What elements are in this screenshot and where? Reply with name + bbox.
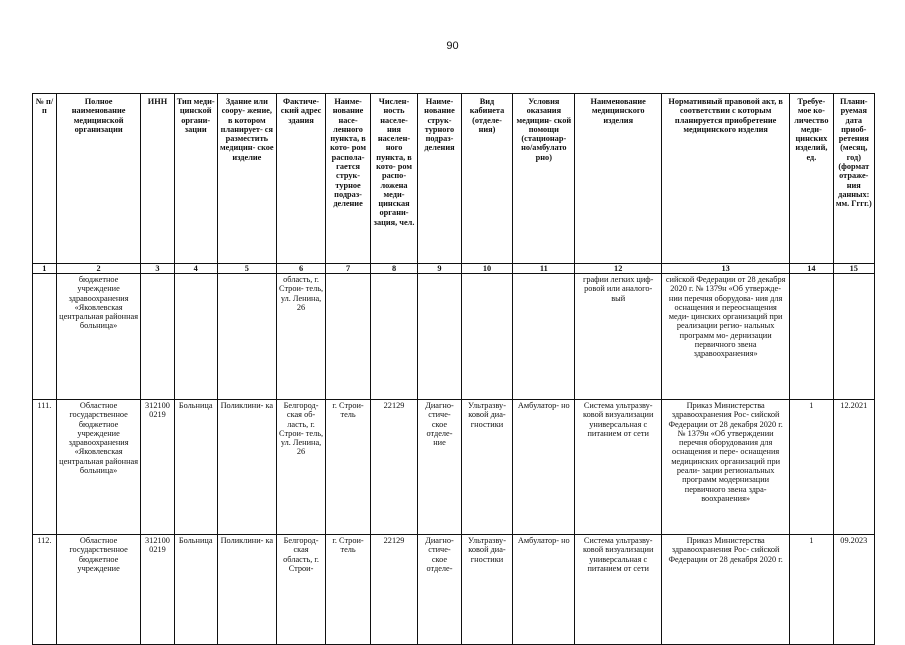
header-cell: Требуе- мое ко- личество меди- цинских изделий, ед. <box>790 94 833 264</box>
column-number: 6 <box>276 264 326 274</box>
header-cell: Вид кабинета (отделе- ния) <box>461 94 513 264</box>
cell-address: Белгород- ская об- ласть, г. Строи- тель, ул. Ленина, 26 <box>276 400 326 535</box>
column-number: 1 <box>33 264 57 274</box>
column-number: 13 <box>662 264 790 274</box>
cell-no: 111. <box>33 400 57 535</box>
cell-unit <box>418 274 461 400</box>
header-cell: Нормативный правовой акт, в соответствии с которым планируется приобретение медицинского изделия <box>662 94 790 264</box>
cell-device: Система ультразву- ковой визуализации универсальная с питанием от сети <box>575 535 662 645</box>
table-row <box>33 274 875 400</box>
column-number: 15 <box>833 264 874 274</box>
header-cell: Полное наименование медицинской организации <box>56 94 141 264</box>
cell-building: Поликлини- ка <box>217 535 276 645</box>
cell-conditions <box>513 274 575 400</box>
table-row <box>33 535 875 645</box>
column-number: 14 <box>790 264 833 274</box>
page-number: 90 <box>446 40 459 52</box>
table-row <box>33 400 875 535</box>
column-number: 8 <box>370 264 418 274</box>
cell-qty: 1 <box>790 400 833 535</box>
column-number: 9 <box>418 264 461 274</box>
cell-no: 112. <box>33 535 57 645</box>
cell-org: Областное государственное бюджетное учреждение <box>56 535 141 645</box>
column-number: 3 <box>141 264 174 274</box>
cell-act: сийской Федерации от 28 декабря 2020 г. № 1379н «Об утвержде- нии перечня оборудова- ния для оснащения и переоснащения меди- цинских организаций при реализации регио- нальных программ мо- дернизации первичного звена здравоохранения» <box>662 274 790 400</box>
cell-qty <box>790 274 833 400</box>
cell-act: Приказ Министерства здравоохранения Рос- сийской Федерации от 28 декабря 2020 г. № 1379н «Об утверждении перечня оборудования для оснащения и пере- оснащения медицинских организаций при реали- зации региональных программ модернизации первичного звена здра- воохранения» <box>662 400 790 535</box>
header-cell: Здание или соору- жение, в котором планирует- ся разместить медицин- ское изделие <box>217 94 276 264</box>
cell-conditions: Амбулатор- но <box>513 400 575 535</box>
cell-building <box>217 274 276 400</box>
cell-qty: 1 <box>790 535 833 645</box>
cell-unit: Диагно- стиче- ское отделе- <box>418 535 461 645</box>
cell-conditions: Амбулатор- но <box>513 535 575 645</box>
cell-settlement <box>326 274 370 400</box>
column-number: 10 <box>461 264 513 274</box>
cell-unit: Диагно- стиче- ское отделе- ние <box>418 400 461 535</box>
cell-building: Поликлини- ка <box>217 400 276 535</box>
cell-date: 09.2023 <box>833 535 874 645</box>
column-number: 7 <box>326 264 370 274</box>
header-row <box>33 94 875 264</box>
cell-date: 12.2021 <box>833 400 874 535</box>
cell-cabinet: Ультразву- ковой диа- гностики <box>461 400 513 535</box>
header-cell: ИНН <box>141 94 174 264</box>
cell-address: Белгород- ская область, г. Строи- <box>276 535 326 645</box>
cell-address: область, г. Строи- тель, ул. Ленина, 26 <box>276 274 326 400</box>
cell-population: 22129 <box>370 535 418 645</box>
header-cell: Числен- ность населе- ния населен- ного пункта, в кото- ром распо- ложена меди- цинская органи- зация, чел. <box>370 94 418 264</box>
header-cell: Наиме- нование насе- ленного пункта, в кото- ром распола- гается струк- турное подраз- деление <box>326 94 370 264</box>
cell-settlement: г. Строи- тель <box>326 400 370 535</box>
cell-device: Система ультразву- ковой визуализации универсальная с питанием от сети <box>575 400 662 535</box>
cell-act: Приказ Министерства здравоохранения Рос- сийской Федерации от 28 декабря 2020 г. <box>662 535 790 645</box>
cell-type: Больница <box>174 400 217 535</box>
column-number: 11 <box>513 264 575 274</box>
cell-inn: 3121000219 <box>141 400 174 535</box>
cell-cabinet <box>461 274 513 400</box>
column-number: 2 <box>56 264 141 274</box>
cell-inn <box>141 274 174 400</box>
cell-population <box>370 274 418 400</box>
cell-type <box>174 274 217 400</box>
header-cell: Условия оказания медицин- ской помощи (стационар- но/амбулато рно) <box>513 94 575 264</box>
cell-cabinet: Ультразву- ковой диа- гностики <box>461 535 513 645</box>
cell-inn: 3121000219 <box>141 535 174 645</box>
column-number-row <box>33 264 875 274</box>
cell-population: 22129 <box>370 400 418 535</box>
cell-org: бюджетное учреждение здравоохранения «Яковлевская центральная районная больница» <box>56 274 141 400</box>
header-cell: Наименование медицинского изделия <box>575 94 662 264</box>
header-cell: № п/п <box>33 94 57 264</box>
cell-settlement: г. Строи- тель <box>326 535 370 645</box>
column-number: 5 <box>217 264 276 274</box>
column-number: 4 <box>174 264 217 274</box>
cell-org: Областное государственное бюджетное учреждение здравоохранения «Яковлевская центральная районная больница» <box>56 400 141 535</box>
header-cell: Наиме- нование струк- турного подраз- деления <box>418 94 461 264</box>
cell-device: графии легких циф- ровой или аналого- вый <box>575 274 662 400</box>
cell-date <box>833 274 874 400</box>
cell-type: Больница <box>174 535 217 645</box>
header-cell: Тип меди- цинской органи- зации <box>174 94 217 264</box>
header-cell: Фактиче- ский адрес здания <box>276 94 326 264</box>
header-cell: Плани- руемая дата приоб- ретения (месяц, год) (формат отраже- ния данных: мм. Гггг.) <box>833 94 874 264</box>
column-number: 12 <box>575 264 662 274</box>
cell-no <box>33 274 57 400</box>
registry-table <box>32 93 875 645</box>
